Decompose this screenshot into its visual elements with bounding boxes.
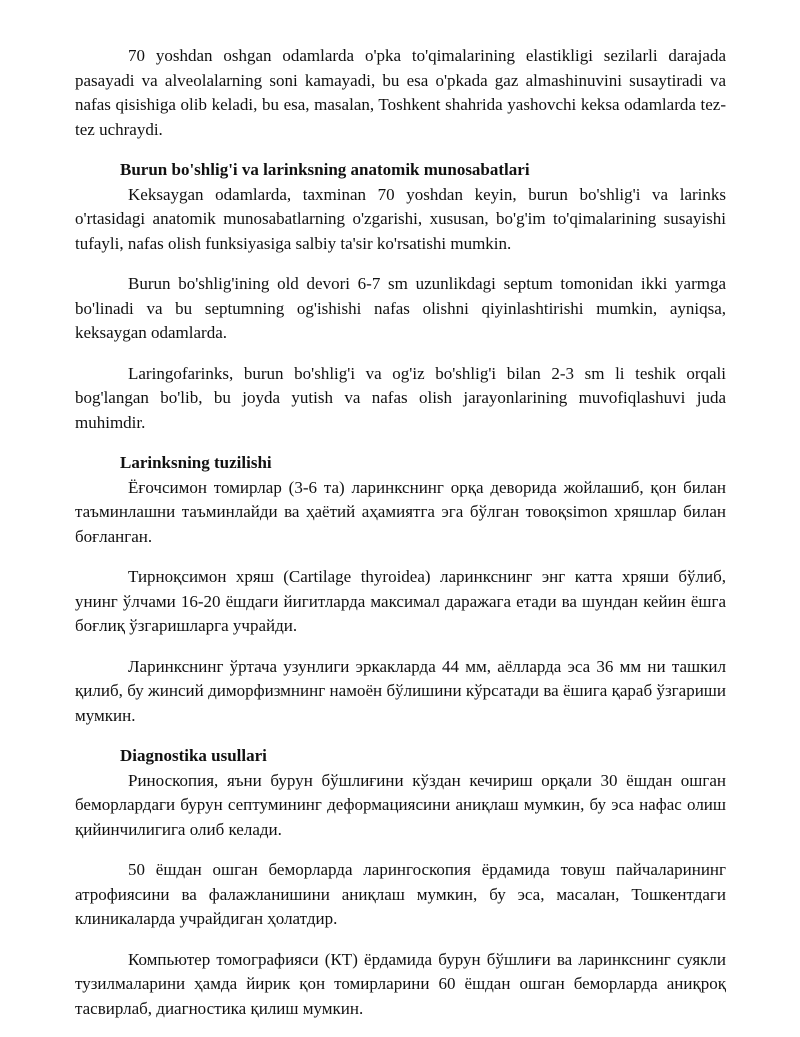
paragraph-larynx-length: Ларинкснинг ўртача узунлиги эркакларда 44 мм, аёлларда эса 36 мм ни ташкил қилиб, бу жинсий диморфизмнинг намоён бўлишини кўрсатади ва ёшига қараб ўзгариши мумкин. — [75, 656, 726, 725]
paragraph-aging-relations: Keksaygan odamlarda, taxminan 70 yoshdan keyin, burun bo'shlig'i va larinks o'rtasidagi anatomik munosabatlarning o'zgarishi, xususan, bo'g'im to'qimalarining susayishi tufayli, nafas olish funksiyasiga salbiy ta'sir ko'rsatishi mumkin. — [75, 184, 726, 253]
heading-larynx-structure: Larinksning tuzilishi — [120, 453, 272, 472]
paragraph-lung-elasticity: 70 yoshdan oshgan odamlarda o'pka to'qimalarining elastikligi sezilarli darajada pasayadi va alveolalarning soni kamayadi, bu esa o'pkada gaz almashinuvini susaytiradi va nafas qisishiga olib keladi, bu esa, masalan, Toshkent shahrida yashovchi keksa odamlarda tez-tez uchraydi. — [75, 46, 726, 139]
paragraph-laryngopharynx: Laringofarinks, burun bo'shlig'i va og'iz bo'shlig'i bilan 2-3 sm li teshik orqali bog'langan bo'lib, bu joyda yutish va nafas olish jarayonlarining muvofiqlashuvi juda muhimdir. — [75, 363, 726, 432]
paragraph-nasal-septum: Burun bo'shlig'ining old devori 6-7 sm uzunlikdagi septum tomonidan ikki yarmga bo'linadi va bu septumning og'ishishi nafas olishni qiyinlashtirishi mumkin, ayniqsa, keksaygan odamlarda. — [75, 274, 726, 342]
paragraph-thyroid-cartilage: Тирноқсимон хряш (Cartilage thyroidea) ларинкснинг энг катта хряши бўлиб, унинг ўлчами 16-20 ёшдаги йигитларда максимал даражага етади ва шундан кейин ёшга боғлиқ ўзгаришларга учрайди. — [75, 567, 726, 635]
paragraph-rhinoscopy: Риноскопия, яъни бурун бўшлиғини кўздан кечириш орқали 30 ёшдан ошган беморлардаги бурун септумининг деформациясини аниқлаш мумкин, бу эса нафас олиш қийинчилигига олиб келади. — [75, 770, 726, 839]
document-page — [75, 44, 726, 1037]
heading-anatomic-relations: Burun bo'shlig'i va larinksning anatomik munosabatlari — [120, 160, 530, 179]
paragraph-vessels: Ёғочсимон томирлар (3-6 та) ларинкснинг орқа деворида жойлашиб, қон билан таъминлашни таъминлайди ва ҳаётий аҳамиятга эга бўлган товоқsimon хряшлар билан боғланган. — [75, 477, 726, 546]
paragraph-ct: Компьютер томографияси (КТ) ёрдамида бурун бўшлиғи ва ларинкснинг суякли тузилмаларини ҳамда йирик қон томирларини 60 ёшдан ошган беморларда аниқроқ тасвирлаб, диагностика қилиш мумкин. — [75, 949, 726, 1018]
heading-diagnostic-methods: Diagnostika usullari — [120, 746, 267, 765]
paragraph-laryngoscopy: 50 ёшдан ошган беморларда ларингоскопия ёрдамида товуш пайчаларининг атрофиясини ва фалажланишини аниқлаш мумкин, бу эса, масалан, Тошкентдаги клиникаларда учрайдиган ҳолатдир. — [75, 860, 726, 928]
